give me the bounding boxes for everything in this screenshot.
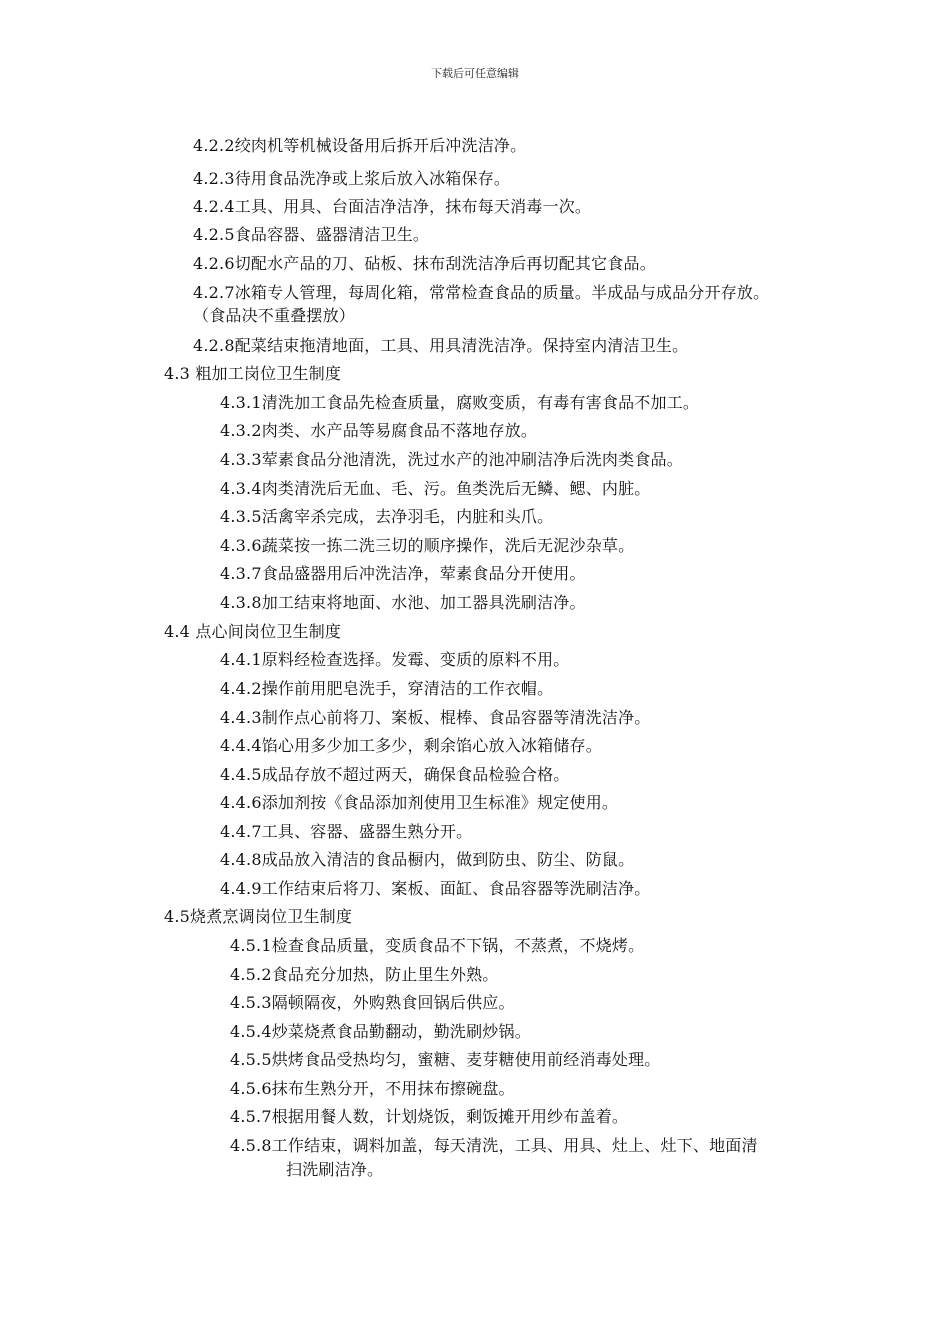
clause-4-2-3: 4.2.3待用食品洗净或上浆后放入冰箱保存。 [193,169,511,188]
section-heading-4-4: 4.4 点心间岗位卫生制度 [164,622,342,641]
clause-4-3-4: 4.3.4肉类清洗后无血、毛、污。鱼类洗后无鳞、鳃、内脏。 [220,479,651,498]
clause-4-5-8: 4.5.8工作结束，调料加盖，每天清洗，工具、用具、灶上、灶下、地面清 [230,1136,758,1155]
clause-4-5-3: 4.5.3隔顿隔夜，外购熟食回锅后供应。 [230,993,515,1012]
clause-4-4-7: 4.4.7工具、容器、盛器生熟分开。 [220,822,473,841]
clause-4-4-9: 4.4.9工作结束后将刀、案板、面缸、食品容器等洗刷洁净。 [220,879,651,898]
clause-4-5-1: 4.5.1检查食品质量，变质食品不下锅，不蒸煮，不烧烤。 [230,936,645,955]
clause-4-4-5: 4.4.5成品存放不超过两天，确保食品检验合格。 [220,765,570,784]
clause-4-2-7-continued: （食品决不重叠摆放） [193,306,356,325]
clause-4-3-6: 4.3.6蔬菜按一拣二洗三切的顺序操作，洗后无泥沙杂草。 [220,536,635,555]
clause-4-5-8-continued: 扫洗刷洁净。 [286,1160,384,1179]
section-heading-4-3: 4.3 粗加工岗位卫生制度 [164,364,342,383]
clause-4-2-5: 4.2.5食品容器、盛器清洁卫生。 [193,225,430,244]
clause-4-4-3: 4.4.3制作点心前将刀、案板、棍棒、食品容器等清洗洁净。 [220,708,651,727]
clause-4-3-8: 4.3.8加工结束将地面、水池、加工器具洗刷洁净。 [220,593,586,612]
clause-4-2-8: 4.2.8配菜结束拖清地面，工具、用具清洗洁净。保持室内清洁卫生。 [193,336,689,355]
clause-4-4-4: 4.4.4馅心用多少加工多少，剩余馅心放入冰箱储存。 [220,736,602,755]
clause-4-3-2: 4.3.2肉类、水产品等易腐食品不落地存放。 [220,421,538,440]
section-heading-4-5: 4.5烧煮烹调岗位卫生制度 [164,907,353,926]
clause-4-2-2: 4.2.2绞肉机等机械设备用后拆开后冲洗洁净。 [193,136,527,155]
clause-4-4-2: 4.4.2操作前用肥皂洗手，穿清洁的工作衣帽。 [220,679,554,698]
clause-4-2-4: 4.2.4工具、用具、台面洁净洁净，抹布每天消毒一次。 [193,197,592,216]
clause-4-4-8: 4.4.8成品放入清洁的食品橱内，做到防虫、防尘、防鼠。 [220,850,635,869]
clause-4-3-7: 4.3.7食品盛器用后冲洗洁净，荤素食品分开使用。 [220,564,586,583]
clause-4-5-5: 4.5.5烘烤食品受热均匀，蜜糖、麦芽糖使用前经消毒处理。 [230,1050,661,1069]
clause-4-5-2: 4.5.2食品充分加热，防止里生外熟。 [230,965,499,984]
clause-4-2-7: 4.2.7冰箱专人管理，每周化箱，常常检查食品的质量。半成品与成品分开存放。 [193,283,770,302]
clause-4-5-4: 4.5.4炒菜烧煮食品勤翻动，勤洗刷炒锅。 [230,1022,531,1041]
clause-4-5-7: 4.5.7根据用餐人数，计划烧饭，剩饭摊开用纱布盖着。 [230,1107,629,1126]
clause-4-4-6: 4.4.6添加剂按《食品添加剂使用卫生标准》规定使用。 [220,793,619,812]
clause-4-3-3: 4.3.3荤素食品分池清洗，洗过水产的池冲刷洁净后洗肉类食品。 [220,450,683,469]
page-header: 下载后可任意编辑 [431,67,519,80]
clause-4-2-6: 4.2.6切配水产品的刀、砧板、抹布刮洗洁净后再切配其它食品。 [193,254,656,273]
clause-4-3-5: 4.3.5活禽宰杀完成，去净羽毛，内脏和头爪。 [220,507,554,526]
clause-4-4-1: 4.4.1原料经检查选择。发霉、变质的原料不用。 [220,650,570,669]
clause-4-3-1: 4.3.1清洗加工食品先检查质量，腐败变质，有毒有害食品不加工。 [220,393,700,412]
clause-4-5-6: 4.5.6抹布生熟分开，不用抹布擦碗盘。 [230,1079,515,1098]
